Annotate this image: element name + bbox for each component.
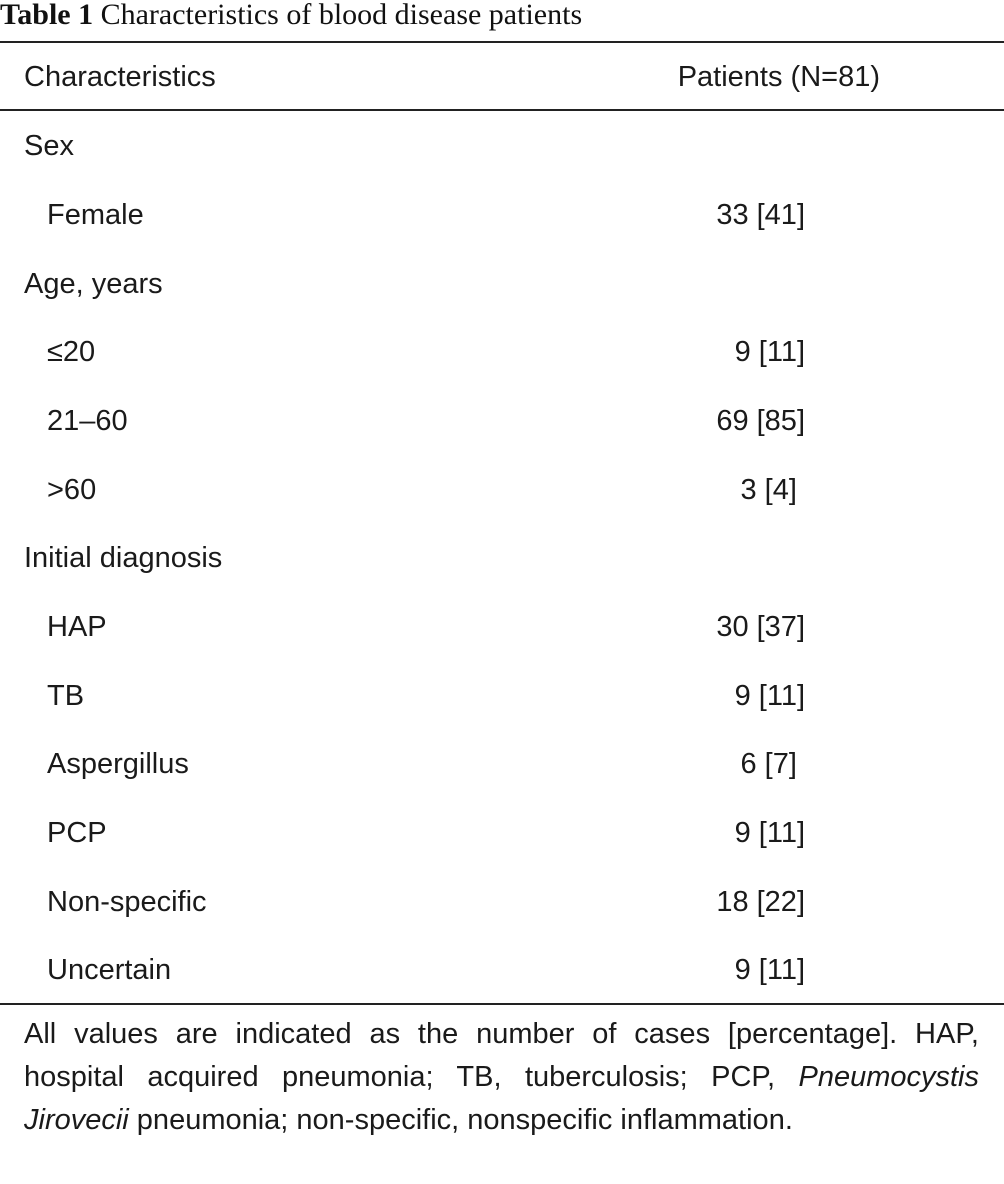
row-label: Aspergillus — [47, 748, 189, 780]
row-label: PCP — [47, 817, 107, 849]
row-label: HAP — [47, 611, 107, 643]
row-value: 9 [11] — [734, 954, 805, 986]
caption-text: Characteristics of blood disease patients — [100, 0, 583, 31]
caption-label: Table 1 — [0, 0, 94, 31]
footnote-text: All values are indicated as the number of cases [percentage]. HAP, hospital acquired pneumonia; TB, tuberculosis; PCP, — [24, 1018, 979, 1093]
row-label: ≤20 — [47, 336, 96, 368]
row-value: 33 [41] — [716, 199, 805, 231]
row-value: 9 [11] — [734, 817, 805, 849]
header-rule — [0, 109, 1004, 111]
row-label: 21–60 — [47, 405, 128, 437]
row-label: Sex — [24, 130, 74, 162]
row-label: Age, years — [24, 268, 163, 300]
header-patients: Patients (N=81) — [677, 61, 880, 93]
row-label: Female — [47, 199, 144, 231]
table-caption — [0, 0, 582, 30]
row-value: 6 [7] — [740, 748, 805, 780]
row-value: 18 [22] — [716, 886, 805, 918]
table-footnote — [24, 1013, 979, 1142]
row-label: TB — [47, 680, 85, 712]
row-value: 9 [11] — [734, 336, 805, 368]
row-value: 3 [4] — [740, 474, 805, 506]
footnote-italic-term: Pneumocystis Jirovecii — [24, 1061, 979, 1136]
bottom-rule — [0, 1003, 1004, 1005]
top-rule — [0, 41, 1004, 43]
row-value: 69 [85] — [716, 405, 805, 437]
header-characteristics: Characteristics — [24, 61, 216, 93]
row-label: Uncertain — [47, 954, 172, 986]
footnote-text-end: pneumonia; non-specific, nonspecific inflammation. — [128, 1104, 793, 1136]
row-value: 9 [11] — [734, 680, 805, 712]
row-label: Non-specific — [47, 886, 207, 918]
row-value: 30 [37] — [716, 611, 805, 643]
row-label: Initial diagnosis — [24, 542, 223, 574]
row-label: >60 — [47, 474, 97, 506]
